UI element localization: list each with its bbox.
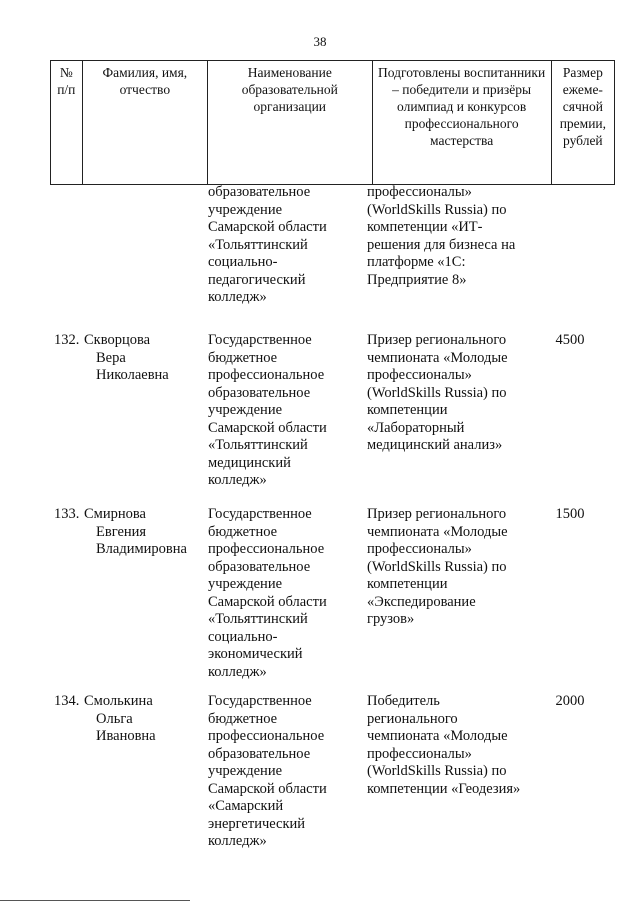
cell-org: Государственное бюджетное профессиональное образовательное учреждение Самарской области «Тольяттинский социально-экономический колледж» — [208, 506, 327, 680]
patronymic: Николаевна — [96, 367, 169, 383]
cell-prep: профессионалы» (WorldSkills Russia) по компетенции «ИТ-решения для бизнеса на платформе «1С: Предприятие 8» — [367, 184, 516, 288]
cell-org: образовательное учреждение Самарской области «Тольяттинский социально-педагогический колледж» — [208, 184, 327, 305]
given-name: Евгения — [96, 523, 147, 540]
table-row — [50, 332, 615, 506]
cell-name — [80, 506, 199, 693]
surname: Смирнова — [84, 506, 146, 522]
cell-prize: 1500 — [555, 506, 585, 522]
cell-prep: Победитель регионального чемпионата «Молодые профессионалы» (WorldSkills Russia) по компетенции «Геодезия» — [367, 693, 521, 797]
cell-org: Государственное бюджетное профессиональное образовательное учреждение Самарской области «Тольяттинский медицинский колледж» — [208, 332, 327, 488]
table-header — [50, 60, 615, 185]
cell-num: 133. — [54, 506, 80, 522]
given-name: Ольга — [96, 710, 133, 727]
header-num: № п/п — [51, 61, 83, 185]
given-name: Вера — [96, 349, 126, 366]
header-name: Фамилия, имя, отчество — [82, 61, 207, 185]
cell-num — [50, 184, 80, 332]
table-row — [50, 693, 615, 863]
header-row — [51, 61, 615, 185]
surname: Смолькина — [84, 693, 153, 709]
page-bottom-rule — [0, 900, 190, 901]
cell-prize — [525, 184, 615, 332]
cell-prep: Призер регионального чемпионата «Молодые профессионалы» (WorldSkills Russia) по компетенции «Экспедирование грузов» — [367, 506, 508, 627]
header-org: Наименование образовательной организации — [208, 61, 372, 185]
page-number: 38 — [313, 34, 327, 49]
header-prize: Размер ежеме-сячной премии, рублей — [551, 61, 614, 185]
cell-prize: 4500 — [555, 332, 585, 348]
table-row-continuation — [50, 184, 615, 332]
cell-name — [80, 332, 199, 506]
cell-name — [80, 693, 199, 863]
table-body — [50, 184, 615, 863]
table-row — [50, 506, 615, 693]
cell-name — [80, 184, 199, 332]
patronymic: Ивановна — [96, 728, 156, 744]
cell-prep: Призер регионального чемпионата «Молодые профессионалы» (WorldSkills Russia) по компетенции «Лабораторный медицинский анализ» — [367, 332, 508, 453]
cell-org: Государственное бюджетное профессиональное образовательное учреждение Самарской области «Самарский энергетический колледж» — [208, 693, 327, 849]
cell-num: 132. — [54, 332, 80, 348]
cell-num: 134. — [54, 693, 80, 709]
patronymic: Владимировна — [96, 541, 187, 557]
header-prep: Подготовлены воспитанники – победители и призёры олимпиад и конкурсов профессионального мастерства — [372, 61, 551, 185]
surname: Скворцова — [84, 332, 151, 348]
cell-prize: 2000 — [555, 693, 585, 709]
